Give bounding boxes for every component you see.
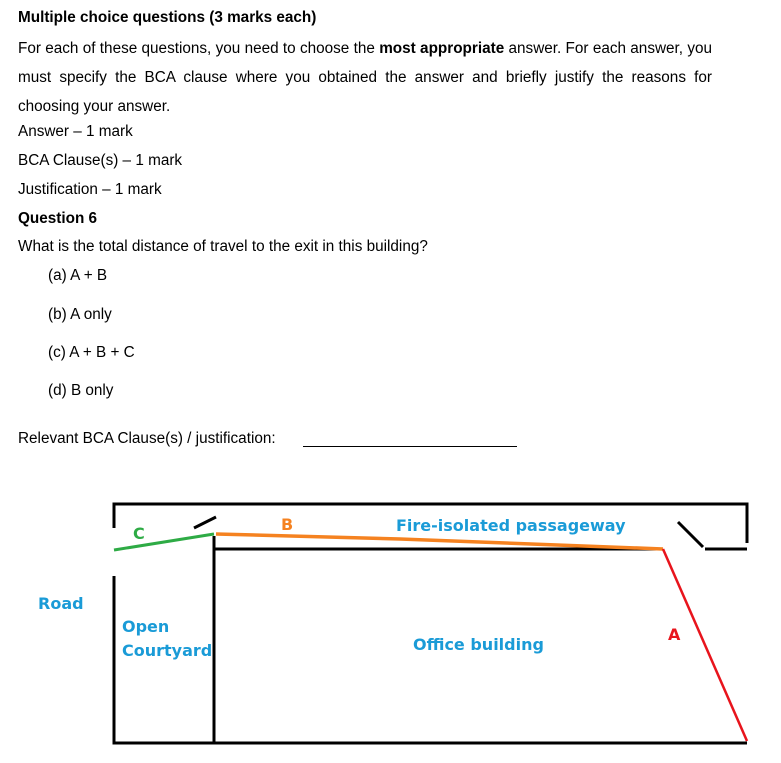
path-b: [216, 534, 663, 549]
instructions-part2: answer. For each answer, you must specify the BCA clause where you obtained the answer and briefly justify the reasons for choosing your answer.: [18, 40, 712, 115]
path-a: [663, 549, 747, 741]
marks-bca-clause: BCA Clause(s) – 1 mark: [18, 152, 183, 169]
justification-prompt: Relevant BCA Clause(s) / justification:: [18, 430, 276, 447]
label-b: B: [281, 515, 294, 534]
label-courtyard-line2: Courtyard: [122, 641, 213, 660]
marks-justification: Justification – 1 mark: [18, 181, 162, 198]
instructions-emphasis: most appropriate: [379, 40, 505, 57]
label-office: Office building: [413, 635, 544, 654]
label-road: Road: [38, 594, 84, 613]
question-text: What is the total distance of travel to the exit in this building?: [18, 238, 428, 255]
marks-answer: Answer – 1 mark: [18, 123, 133, 140]
door-swing-left: [194, 517, 216, 528]
label-courtyard-line1: Open: [122, 617, 170, 636]
label-passageway: Fire-isolated passageway: [396, 516, 626, 535]
section-heading: Multiple choice questions (3 marks each): [18, 9, 317, 26]
option-d[interactable]: (d) B only: [48, 382, 114, 399]
door-swing-right: [678, 522, 703, 547]
label-c: C: [133, 524, 145, 543]
label-a: A: [668, 625, 681, 644]
path-c: [114, 534, 214, 550]
option-b[interactable]: (b) A only: [48, 306, 112, 323]
option-a[interactable]: (a) A + B: [48, 267, 108, 284]
question-number: Question 6: [18, 210, 98, 227]
instructions-part1: For each of these questions, you need to choose the: [18, 40, 380, 57]
option-c[interactable]: (c) A + B + C: [48, 344, 135, 361]
